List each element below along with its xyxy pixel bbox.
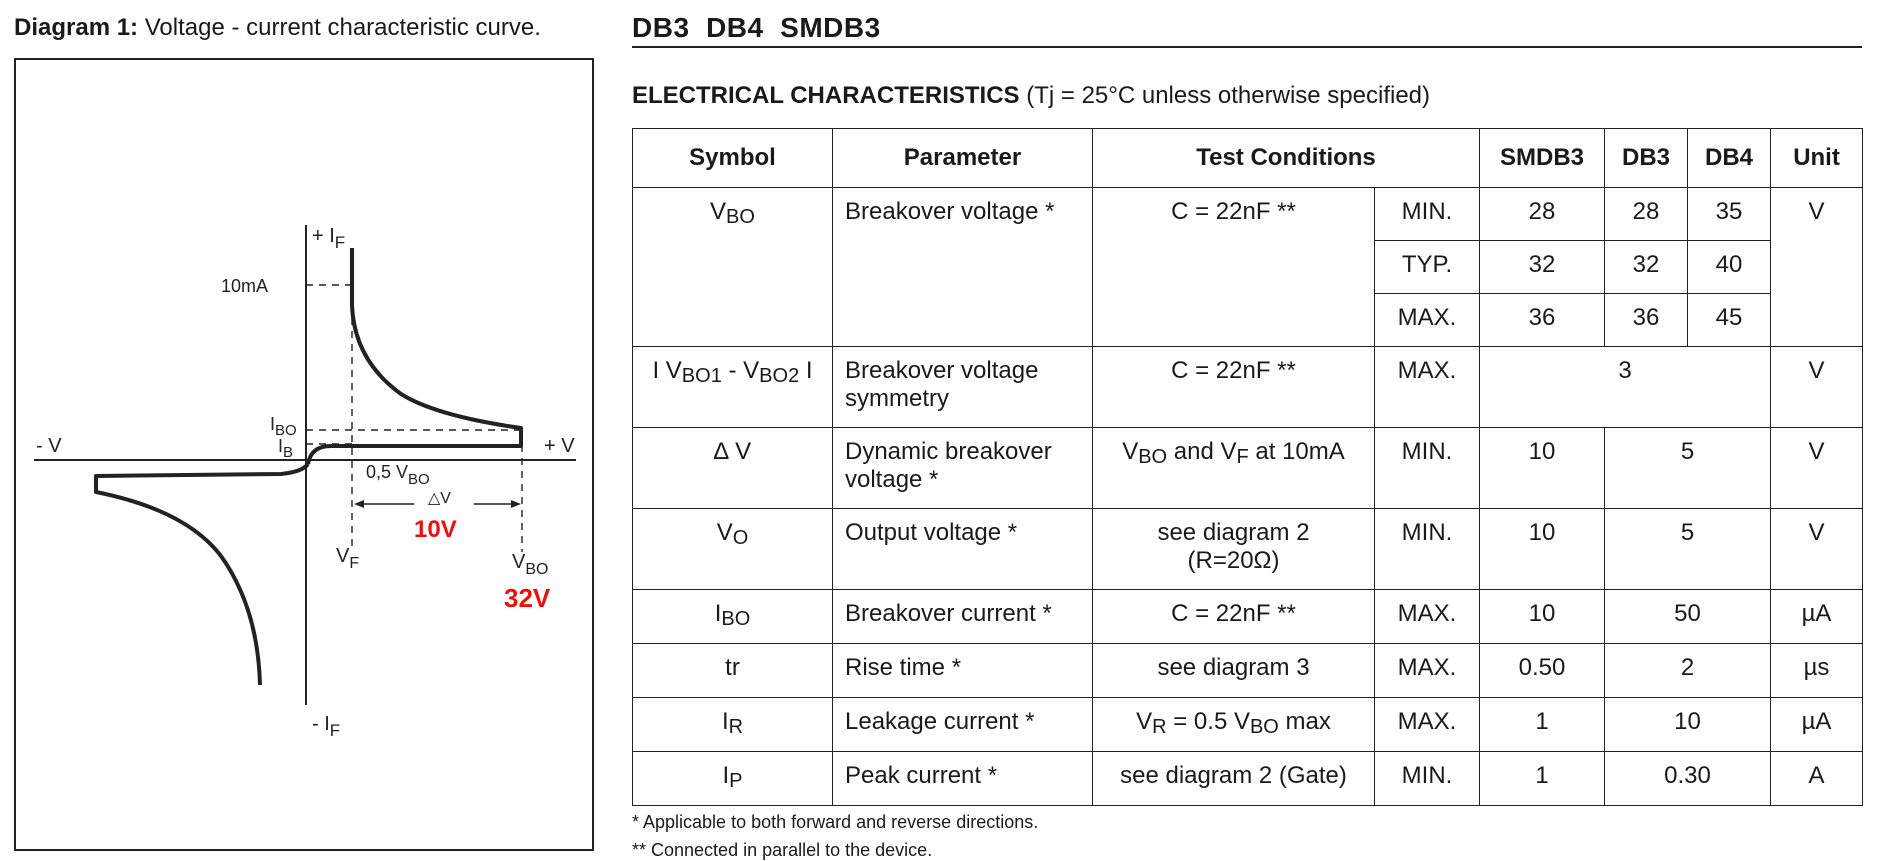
ibo-smdb3: 10	[1480, 590, 1605, 644]
dynamic-limit: MIN.	[1375, 428, 1480, 509]
peak-condition: see diagram 2 (Gate)	[1093, 752, 1375, 806]
footnote-parallel: ** Connected in parallel to the device.	[632, 840, 933, 860]
output-unit: V	[1771, 509, 1863, 590]
rise-parameter: Rise time *	[833, 644, 1093, 698]
vbo-max-db3: 36	[1605, 294, 1688, 347]
vbo-typ-smdb3: 32	[1480, 241, 1605, 294]
header-db4: DB4	[1688, 129, 1771, 188]
dynamic-unit: V	[1771, 428, 1863, 509]
symmetry-unit: V	[1771, 347, 1863, 428]
rise-limit: MAX.	[1375, 644, 1480, 698]
vbo-min-label: MIN.	[1375, 188, 1480, 241]
electrical-characteristics-table	[632, 128, 1863, 806]
delta-v-value: 10V	[414, 516, 457, 543]
vbo-max-label: MAX.	[1375, 294, 1480, 347]
current-10ma-label: 10mA	[221, 276, 269, 296]
leakage-db: 10	[1605, 698, 1771, 752]
minus-if-label: - $I_F$	[312, 713, 341, 740]
ibo-label: $I_{BO}$	[270, 414, 297, 439]
ibo-condition: C = 22nF **	[1093, 590, 1375, 644]
output-symbol: VO	[633, 509, 833, 590]
characteristic-curve-negative	[96, 464, 308, 685]
dynamic-smdb3: 10	[1480, 428, 1605, 509]
leakage-unit: µA	[1771, 698, 1863, 752]
delta-v-label: △V	[428, 490, 451, 507]
leakage-parameter: Leakage current *	[833, 698, 1093, 752]
diagram-frame	[14, 58, 594, 851]
ibo-limit: MAX.	[1375, 590, 1480, 644]
section-title-bold: ELECTRICAL CHARACTERISTICS	[632, 82, 1020, 109]
ib-label: $I_B$	[278, 436, 294, 461]
peak-limit: MIN.	[1375, 752, 1480, 806]
output-limit: MIN.	[1375, 509, 1480, 590]
half-vbo-label: 0,5 $V_{BO}$	[366, 462, 430, 488]
title-rule	[632, 46, 1862, 48]
vbo-typ-db3: 32	[1605, 241, 1688, 294]
ibo-parameter: Breakover current *	[833, 590, 1093, 644]
output-parameter: Output voltage *	[833, 509, 1093, 590]
ibo-unit: µA	[1771, 590, 1863, 644]
peak-parameter: Peak current *	[833, 752, 1093, 806]
vbo-typ-label: TYP.	[1375, 241, 1480, 294]
ibo-db: 50	[1605, 590, 1771, 644]
output-condition: see diagram 2 (R=20Ω)	[1093, 509, 1375, 590]
output-db: 5	[1605, 509, 1771, 590]
plus-v-label: + V	[544, 435, 575, 457]
leakage-condition: VR = 0.5 VBO max	[1093, 698, 1375, 752]
dynamic-db: 5	[1605, 428, 1771, 509]
peak-symbol: IP	[633, 752, 833, 806]
peak-db: 0.30	[1605, 752, 1771, 806]
dynamic-condition: VBO and VF at 10mA	[1093, 428, 1375, 509]
header-db3: DB3	[1605, 129, 1688, 188]
leakage-symbol: IR	[633, 698, 833, 752]
leakage-smdb3: 1	[1480, 698, 1605, 752]
symmetry-symbol: I VBO1 - VBO2 I	[633, 347, 833, 428]
minus-v-label: - V	[36, 435, 62, 457]
characteristic-curve-positive	[308, 248, 521, 464]
peak-unit: A	[1771, 752, 1863, 806]
table-row	[633, 644, 1863, 698]
ibo-symbol: IBO	[633, 590, 833, 644]
rise-symbol: tr	[633, 644, 833, 698]
vf-label: $V_F$	[336, 545, 360, 572]
output-smdb3: 10	[1480, 509, 1605, 590]
header-parameter: Parameter	[833, 129, 1093, 188]
table-row	[633, 428, 1863, 509]
symmetry-condition: C = 22nF **	[1093, 347, 1375, 428]
vbo-label: $V_{BO}$	[512, 551, 549, 578]
vbo-parameter: Breakover voltage *	[833, 188, 1093, 347]
table-row	[633, 590, 1863, 644]
header-unit: Unit	[1771, 129, 1863, 188]
table-header-row	[633, 129, 1863, 188]
vbo-typ-db4: 40	[1688, 241, 1771, 294]
section-title	[632, 82, 1430, 110]
footnote-directions: * Applicable to both forward and reverse directions.	[632, 812, 1039, 832]
vbo-max-smdb3: 36	[1480, 294, 1605, 347]
leakage-limit: MAX.	[1375, 698, 1480, 752]
peak-smdb3: 1	[1480, 752, 1605, 806]
vbo-unit: V	[1771, 188, 1863, 347]
vbo-min-db4: 35	[1688, 188, 1771, 241]
table-row	[633, 752, 1863, 806]
header-symbol: Symbol	[633, 129, 833, 188]
header-test-conditions: Test Conditions	[1093, 129, 1480, 188]
header-smdb3: SMDB3	[1480, 129, 1605, 188]
table-row	[633, 188, 1863, 241]
table-row	[633, 698, 1863, 752]
vbo-condition: C = 22nF **	[1093, 188, 1375, 347]
vbo-max-db4: 45	[1688, 294, 1771, 347]
vbo-symbol: VBO	[633, 188, 833, 347]
section-title-rest: (Tj = 25°C unless otherwise specified)	[1019, 82, 1430, 109]
vi-curve-diagram	[16, 60, 596, 853]
guide-lines	[306, 285, 522, 552]
table-row	[633, 509, 1863, 590]
diagram-caption-text: Voltage - current characteristic curve.	[138, 14, 541, 41]
symmetry-value: 3	[1480, 347, 1771, 428]
dynamic-parameter: Dynamic breakover voltage *	[833, 428, 1093, 509]
plus-if-label: + $I_F$	[312, 225, 346, 252]
symmetry-parameter: Breakover voltage symmetry	[833, 347, 1093, 428]
rise-smdb3: 0.50	[1480, 644, 1605, 698]
diagram-caption	[14, 14, 541, 42]
dynamic-symbol: ∆ V	[633, 428, 833, 509]
rise-condition: see diagram 3	[1093, 644, 1375, 698]
table-row	[633, 347, 1863, 428]
rise-unit: µs	[1771, 644, 1863, 698]
vbo-value: 32V	[504, 583, 551, 613]
part-numbers-title: DB3 DB4 SMDB3	[632, 12, 881, 43]
rise-db: 2	[1605, 644, 1771, 698]
vbo-min-db3: 28	[1605, 188, 1688, 241]
vbo-min-smdb3: 28	[1480, 188, 1605, 241]
symmetry-limit: MAX.	[1375, 347, 1480, 428]
diagram-caption-label: Diagram 1:	[14, 14, 139, 41]
